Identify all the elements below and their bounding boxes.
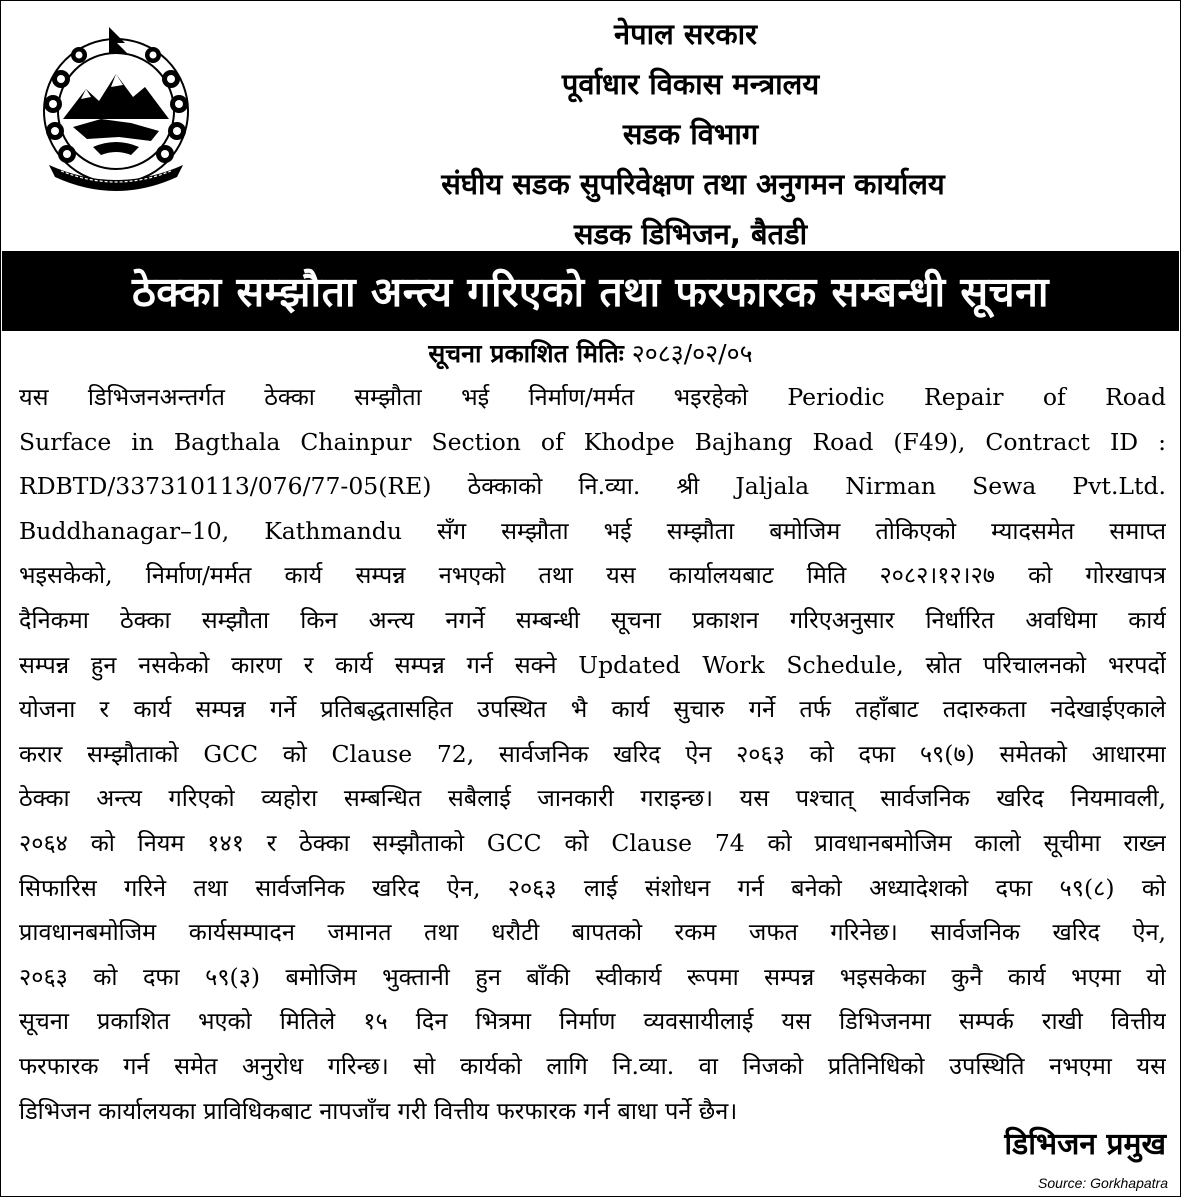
publication-date-value: २०८३/०२/०५ — [631, 339, 753, 368]
publication-date — [1, 336, 1180, 372]
notice-body — [19, 375, 1166, 1133]
office-name: संघीय सडक सुपरिवेक्षण तथा अनुगमन कार्यालय — [441, 167, 945, 201]
body-line: सूचना प्रकाशित भएको मितिले १५ दिन भित्रमा निर्माण व्यवसायीलाई यस डिभिजनमा सम्पर्क राखी वित्तीय — [19, 1007, 1166, 1036]
body-line: २०६३ को दफा ५९(३) बमोजिम भुक्तानी हुन बाँकी स्वीकार्य रूपमा सम्पन्न भइसकेका कुनै कार्य भएमा यो — [19, 962, 1166, 991]
body-line: योजना र कार्य सम्पन्न गर्ने प्रतिबद्धतासहित उपस्थित भै कार्य सुचारु गर्ने तर्फ तहाँबाट तदारुकता नदेखाईएकाले — [19, 695, 1166, 724]
body-line: RDBTD/337310113/076/77-05(RE) ठेक्काको नि.व्या. श्री Jaljala Nirman Sewa Pvt.Ltd. — [19, 472, 1166, 501]
body-line: यस डिभिजनअन्तर्गत ठेक्का सम्झौता भई निर्माण/मर्मत भइरहेको Periodic Repair of Road — [19, 383, 1166, 411]
publication-date-label: सूचना प्रकाशित मितिः — [428, 339, 624, 368]
body-line: Surface in Bagthala Chainpur Section of Khodpe Bajhang Road (F49), Contract ID : — [19, 427, 1166, 456]
source-credit: Source: Gorkhapatra — [1038, 1175, 1168, 1191]
office-header — [201, 9, 1180, 259]
body-line: डिभिजन कार्यालयका प्राविधिकबाट नापजाँच गरी वित्तीय फरफारक गर्न बाधा पर्ने छैन। — [19, 1096, 738, 1125]
body-line: प्रावधानबमोजिम कार्यसम्पादन जमानत तथा धरौटी बापतको रकम जफत गरिनेछ। सार्वजनिक खरिद ऐन, — [19, 918, 1166, 947]
notice-title: ठेक्का सम्झौता अन्त्य गरिएको तथा फरफारक सम्बन्धी सूचना — [2, 251, 1179, 331]
body-line: करार सम्झौताको GCC को Clause 72, सार्वजनिक खरिद ऐन २०६३ को दफा ५९(७) समेतको आधारमा — [19, 739, 1166, 768]
division-name: सडक डिभिजन, बैतडी — [573, 217, 808, 251]
body-line: भइसकेको, निर्माण/मर्मत कार्य सम्पन्न नभएको तथा यस कार्यालयबाट मिति २०८२।१२।२७ को गोरखापत्र — [19, 561, 1166, 590]
government-name: नेपाल सरकार — [614, 17, 757, 51]
body-line: ठेक्का अन्त्य गरिएको व्यहोरा सम्बन्धित सबैलाई जानकारी गराइन्छ। यस पश्चात् सार्वजनिक खरिद नियमावली, — [19, 784, 1166, 813]
nepal-government-emblem-icon — [31, 19, 201, 197]
body-line: सिफारिस गरिने तथा सार्वजनिक खरिद ऐन, २०६३ लाई संशोधन गर्न बनेको अध्यादेशको दफा ५९(८) को — [19, 873, 1166, 902]
department-name: सडक विभाग — [622, 117, 759, 151]
ministry-name: पूर्वाधार विकास मन्त्रालय — [561, 67, 820, 101]
body-line: सम्पन्न हुन नसकेको कारण र कार्य सम्पन्न गर्न सक्ने Updated Work Schedule, स्रोत परिचालनको भरपर्दो — [19, 650, 1166, 679]
signatory-title: डिभिजन प्रमुख — [1004, 1127, 1166, 1162]
body-line: Buddhanagar–10, Kathmandu सँग सम्झौता भई सम्झौता बमोजिम तोकिएको म्यादसमेत समाप्त — [19, 516, 1166, 545]
body-line: २०६४ को नियम १४१ र ठेक्का सम्झौताको GCC को Clause 74 को प्रावधानबमोजिम कालो सूचीमा राख्न — [19, 828, 1166, 857]
body-line: फरफारक गर्न समेत अनुरोध गरिन्छ। सो कार्यको लागि नि.व्या. वा निजको प्रतिनिधिको उपस्थिति नभएमा यस — [19, 1051, 1166, 1080]
body-line: दैनिकमा ठेक्का सम्झौता किन अन्त्य नगर्ने सम्बन्धी सूचना प्रकाशन गरिएअनुसार निर्धारित अवधिमा कार्य — [19, 605, 1166, 634]
